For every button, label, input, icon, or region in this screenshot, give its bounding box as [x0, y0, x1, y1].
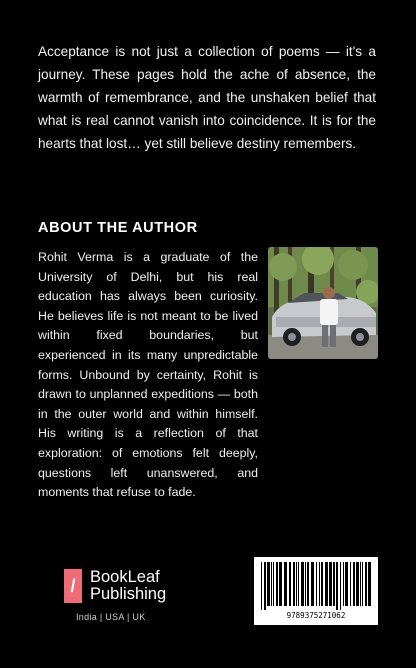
publisher-name: [90, 569, 166, 603]
publisher-logo: [64, 568, 166, 604]
barcode-bars: [260, 562, 372, 610]
publisher-regions: India | USA | UK: [76, 612, 146, 622]
about-author-heading: ABOUT THE AUTHOR: [38, 220, 198, 236]
author-photo-image: [268, 247, 378, 359]
back-cover-blurb: Acceptance is not just a collection of poems — it's a journey. These pages hold the ache of absence, the warmth of remembrance, and the unshaken belief that what is real cannot vanish into coincidence. It is for the hearts that lost… yet still believe destiny remembers.: [38, 44, 376, 151]
author-photo: [268, 247, 378, 359]
publisher-logo-mark: /: [64, 569, 82, 603]
barcode: [254, 557, 378, 625]
publisher-name-line2: Publishing: [90, 585, 167, 603]
author-bio: Rohit Verma is a graduate of the University of Delhi, but his real education has always been curiosity. He believes life is not meant to be lived within fixed boundaries, but experienced in its many unpredictable forms. Unbound by certainty, Rohit is drawn to unplanned expeditions — both in the outer world and within himself. His writing is a reflection of that exploration: of emotions felt deeply, questions left unanswered, and moments that refuse to fade.: [38, 250, 258, 500]
publisher-name-line1: BookLeaf: [90, 568, 160, 586]
isbn-number: 9789375271062: [286, 611, 346, 620]
